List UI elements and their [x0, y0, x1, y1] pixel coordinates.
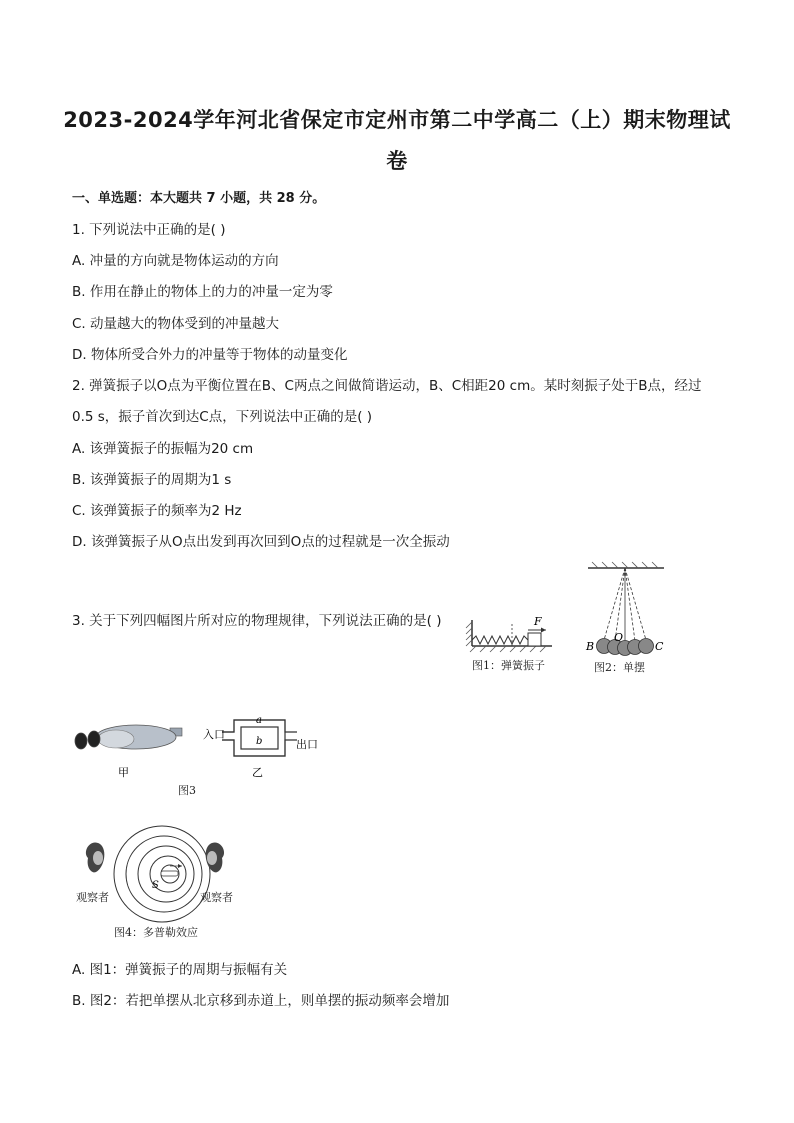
figure-pendulum [580, 560, 680, 680]
figure-doppler [72, 824, 247, 942]
label-jia: 甲 [118, 766, 129, 779]
q1-option-b: B. 作用在静止的物体上的力的冲量一定为零 [72, 284, 333, 300]
q2-option-b: B. 该弹簧振子的周期为1 s [72, 472, 232, 488]
q1-stem: 1. 下列说法中正确的是( ) [72, 222, 226, 238]
label-yi: 乙 [252, 766, 263, 779]
observer-right-icon [206, 843, 224, 873]
figure-spring-oscillator [462, 612, 562, 676]
label-outlet: 出口 [296, 738, 318, 751]
figure4-caption: 图4：多普勒效应 [114, 926, 198, 939]
figure3-caption: 图3 [178, 784, 196, 797]
q3-option-a: A. 图1：弹簧振子的周期与振幅有关 [72, 962, 288, 978]
label-c: C [655, 640, 664, 653]
q2-option-d: D. 该弹簧振子从O点出发到再次回到O点的过程就是一次全振动 [72, 534, 450, 550]
spring [472, 636, 528, 644]
q2-option-c: C. 该弹簧振子的频率为2 Hz [72, 503, 242, 519]
label-b-chamber: b [256, 736, 263, 747]
figure2-caption: 图2：单摆 [594, 661, 645, 674]
label-b: B [586, 640, 595, 653]
sound-source [161, 871, 178, 876]
label-source: S [152, 880, 159, 891]
observer-left-label: 观察者 [76, 891, 109, 904]
q3-stem: 3. 关于下列四幅图片所对应的物理规律，下列说法正确的是( ) [72, 613, 442, 629]
label-a: a [256, 715, 262, 726]
force-label: F [534, 615, 542, 628]
q1-option-c: C. 动量越大的物体受到的冲量越大 [72, 316, 280, 332]
section-heading: 一、单选题：本大题共 7 小题，共 28 分。 [72, 191, 326, 206]
page-title-continued: 卷 [386, 149, 408, 173]
q2-stem-line2: 0.5 s，振子首次到达C点，下列说法中正确的是( ) [72, 409, 373, 425]
q3-option-b: B. 图2：若把单摆从北京移到赤道上，则单摆的振动频率会增加 [72, 993, 450, 1009]
label-inlet: 入口 [203, 728, 225, 741]
figure-muffler [70, 710, 330, 800]
observer-left-icon [86, 843, 104, 873]
block [528, 633, 541, 646]
label-o: O [614, 631, 624, 644]
q1-option-a: A. 冲量的方向就是物体运动的方向 [72, 253, 279, 269]
q2-option-a: A. 该弹簧振子的振幅为20 cm [72, 441, 254, 457]
page-title: 2023-2024学年河北省保定市定州市第二中学高二（上）期末物理试 [63, 108, 731, 132]
q1-option-d: D. 物体所受合外力的冲量等于物体的动量变化 [72, 347, 348, 363]
figure1-caption: 图1：弹簧振子 [472, 659, 545, 672]
q2-stem-line1: 2. 弹簧振子以O点为平衡位置在B、C两点之间做简谐运动，B、C相距20 cm。某时刻振子处于B点，经过 [72, 378, 702, 394]
observer-right-label: 观察者 [200, 891, 233, 904]
